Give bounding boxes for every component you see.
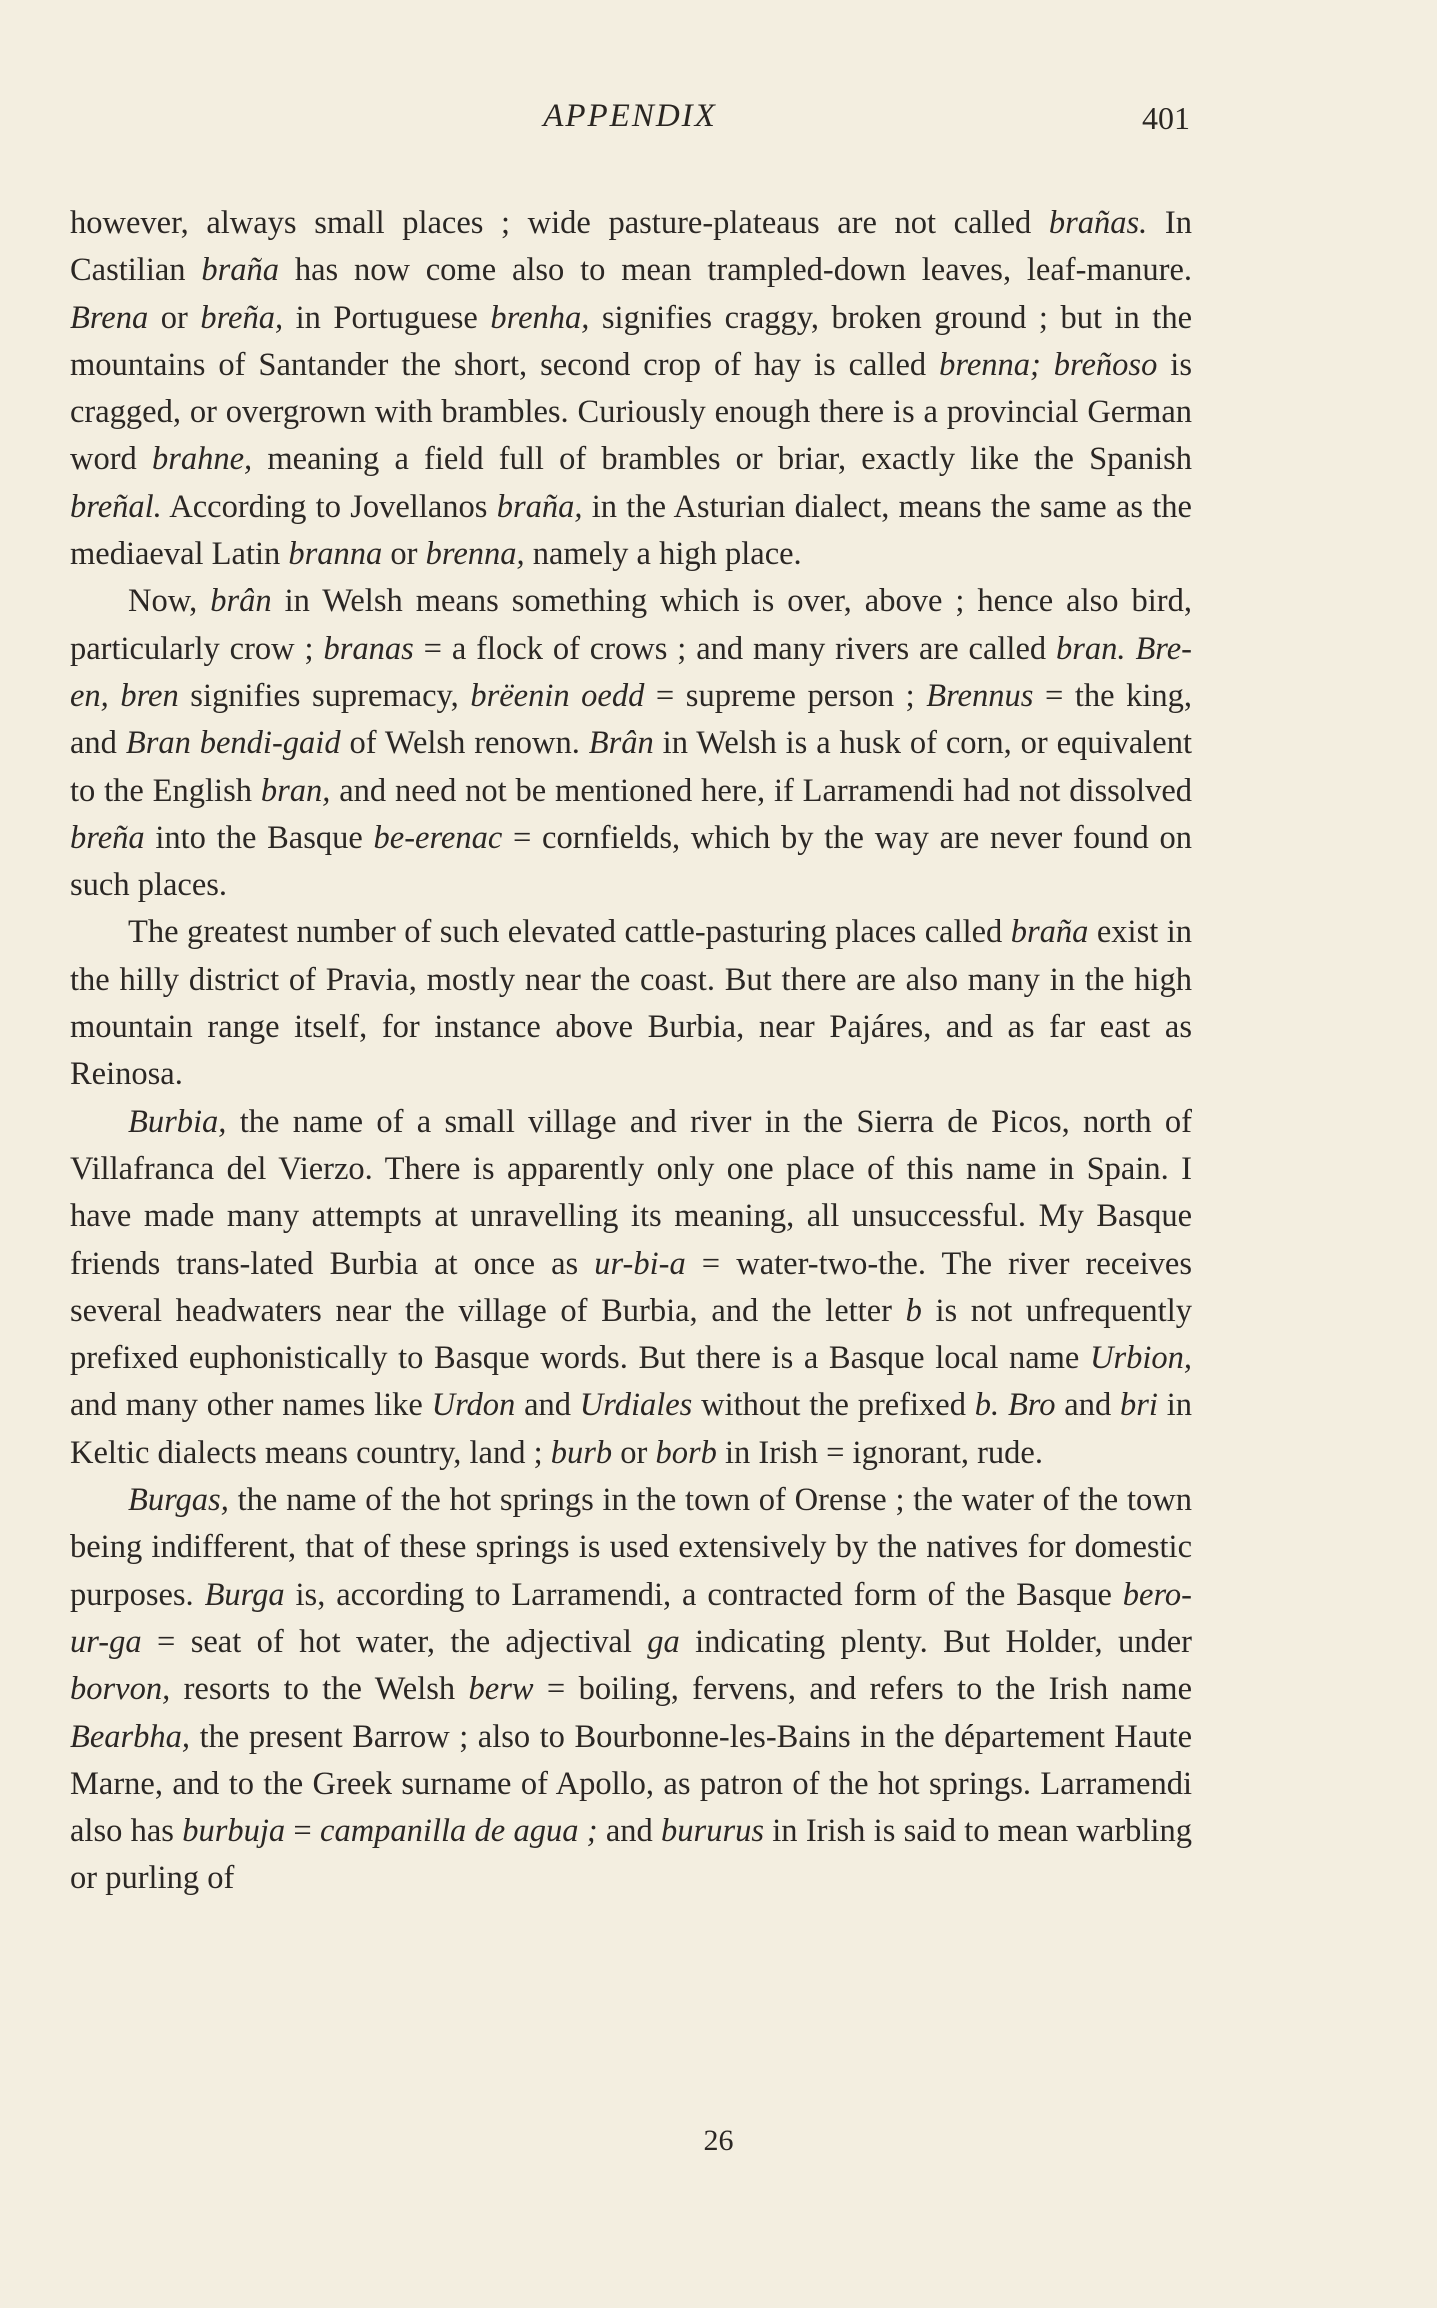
italic-term: Urdon — [431, 1387, 516, 1424]
text-run: without the prefixed — [692, 1387, 975, 1424]
italic-term: be-erenac — [373, 819, 503, 856]
signature-mark: 26 — [703, 2124, 734, 2157]
italic-term: braña — [201, 252, 280, 289]
text-run: = water-two-the. The river receives several headwaters near the village of Burbia, and the letter — [70, 1245, 1192, 1329]
italic-term: brenna, — [425, 536, 525, 573]
italic-term: Burga — [204, 1576, 285, 1613]
italic-term: brân — [210, 583, 272, 620]
text-run: is not unfrequently prefixed euphonistically to Basque words. But there is a Basque local name — [70, 1292, 1192, 1377]
italic-term: bran, — [260, 772, 331, 809]
italic-term: bururus — [661, 1813, 764, 1850]
text-run: resorts to the Welsh — [170, 1671, 469, 1708]
text-run: According to Jovellanos — [161, 488, 497, 525]
text-run: = supreme person ; — [644, 677, 927, 714]
italic-term: Brân — [588, 725, 654, 762]
text-run: in the Asturian dialect, means the same as the mediaeval Latin — [70, 488, 1192, 573]
italic-term: burb — [550, 1434, 613, 1471]
paragraph — [70, 200, 1192, 578]
italic-term: bran. — [1056, 630, 1126, 667]
italic-term: branna — [288, 536, 383, 573]
italic-term: bri — [1119, 1387, 1158, 1424]
text-run: in Welsh means something which is over, above ; hence also bird, particularly crow ; — [70, 583, 1192, 667]
text-run: indicating plenty. But Holder, under — [679, 1623, 1192, 1660]
text-run: in Irish = ignorant, rude. — [716, 1434, 1043, 1471]
italic-term: Burbia, — [128, 1103, 227, 1140]
italic-term: burbuja — [182, 1813, 286, 1850]
text-run: or — [612, 1434, 656, 1471]
italic-term: Burgas, — [128, 1482, 229, 1519]
paragraph — [70, 1099, 1192, 1477]
text-run: In Castilian — [70, 205, 1193, 289]
italic-term: ur-bi-a — [594, 1245, 686, 1282]
paragraph — [70, 909, 1192, 1098]
italic-term: breña, — [200, 299, 284, 336]
italic-term: borvon, — [70, 1671, 171, 1708]
text-run: in Irish is said to mean warbling or purling of — [70, 1813, 1192, 1897]
text-run: the present Barrow ; also to Bourbonne-les-Bains in the département Haute Marne, and to the Greek surname of Apollo, as patron of the hot springs. Larramendi also has — [70, 1718, 1192, 1850]
italic-term: breña — [70, 819, 145, 856]
italic-term: b — [905, 1292, 922, 1329]
text-run: and — [1055, 1387, 1120, 1424]
italic-term: borb — [655, 1434, 717, 1471]
italic-term: breñal. — [70, 488, 162, 525]
text-run: = cornfields, which by the way are never found on such places. — [70, 819, 1192, 904]
text-run: and — [597, 1813, 662, 1850]
text-run: meaning a field full of brambles or briar, exactly like the Spanish — [252, 441, 1192, 478]
italic-term: berw — [468, 1671, 534, 1708]
text-run: and need not be mentioned here, if Larramendi had not dissolved — [330, 772, 1193, 809]
paragraph — [70, 578, 1192, 909]
text-run: Now, — [128, 583, 211, 620]
text-run — [999, 1387, 1008, 1423]
text-run: = a flock of crows ; and many rivers are called — [413, 630, 1057, 667]
italic-term: brenna; breñoso — [939, 346, 1158, 383]
text-run: is, according to Larramendi, a contracted form of the Basque — [284, 1576, 1123, 1613]
text-run: or — [382, 536, 426, 573]
italic-term: campanilla de agua ; — [320, 1813, 598, 1850]
italic-term: braña, — [496, 488, 583, 525]
text-run: is cragged, or overgrown with brambles. Curiously enough there is a provincial German word — [70, 346, 1192, 478]
italic-term: brenha, — [490, 299, 590, 336]
body-text — [70, 200, 1192, 1903]
text-run: The greatest number of such elevated cattle-pasturing places called — [128, 914, 1011, 951]
italic-term: Urdiales — [579, 1387, 693, 1424]
text-run: and many other names like — [70, 1387, 432, 1424]
italic-term: Bran bendi-gaid — [125, 725, 341, 762]
italic-term: braña — [1010, 914, 1089, 951]
italic-term: brahne, — [151, 441, 253, 478]
text-run: exist in the hilly district of Pravia, mostly near the coast. But there are also many in the high mountain range itself, for instance above Burbia, near Pajáres, and as far east as Reinosa. — [70, 914, 1192, 1093]
text-run: has now come also to mean trampled-down leaves, leaf-manure. — [279, 252, 1192, 289]
italic-term: ga — [647, 1623, 680, 1660]
text-run: however, always small places ; wide pasture-plateaus are not called — [70, 205, 1049, 241]
text-run: namely a high place. — [524, 536, 802, 573]
text-run: in Portuguese — [283, 299, 491, 336]
italic-term: Urbion, — [1089, 1340, 1192, 1377]
italic-term: Bro — [1007, 1387, 1056, 1424]
text-run — [1126, 631, 1136, 667]
text-run: into the Basque — [144, 819, 374, 856]
italic-term: Brennus — [926, 677, 1034, 714]
text-run: in Keltic dialects means country, land ; — [70, 1387, 1192, 1471]
italic-term: branas — [323, 630, 414, 667]
text-run: of Welsh renown. — [340, 725, 589, 762]
text-run: = — [285, 1813, 321, 1850]
italic-term: b. — [974, 1387, 1000, 1424]
page-number: 401 — [1142, 100, 1190, 136]
text-run: and — [515, 1387, 580, 1424]
text-run: = seat of hot water, the adjectival — [141, 1623, 648, 1660]
text-run: = boiling, fervens, and refers to the Irish name — [533, 1671, 1193, 1708]
text-run: the name of a small village and river in the Sierra de Picos, north of Villafranca del Vierzo. There is apparently only one place of this name in Spain. I have made many attempts at unravelling its meaning, all unsuccessful. My Basque friends trans-lated Burbia at once as — [70, 1103, 1192, 1282]
paragraph — [70, 1477, 1192, 1903]
text-run: = the king, and — [70, 677, 1193, 762]
text-run: signifies craggy, broken ground ; but in the mountains of Santander the short, second crop of hay is called — [70, 299, 1192, 383]
italic-term: bero-ur-ga — [70, 1576, 1192, 1660]
italic-term: Brena — [70, 299, 149, 336]
italic-term: Bre-en, bren — [70, 630, 1192, 714]
italic-term: brëenin oedd — [470, 677, 645, 714]
text-run: the name of the hot springs in the town of Orense ; the water of the town being indifferent, that of these springs is used extensively by the natives for domestic purposes. — [70, 1482, 1192, 1613]
text-run: in Welsh is a husk of corn, or equivalent to the English — [70, 725, 1192, 809]
running-head: APPENDIX — [543, 98, 717, 134]
text-run: signifies supremacy, — [178, 677, 471, 714]
text-run: or — [148, 299, 201, 336]
page-header — [70, 96, 1190, 146]
italic-term: brañas. — [1048, 205, 1148, 241]
italic-term: Bearbha, — [70, 1718, 191, 1755]
